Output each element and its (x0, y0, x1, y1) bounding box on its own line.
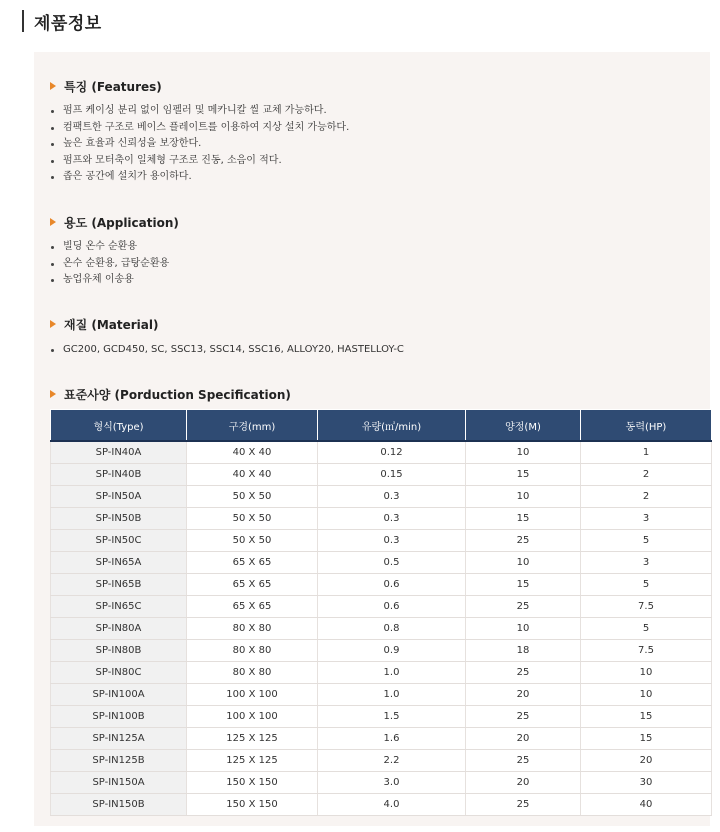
cell-power: 10 (581, 662, 712, 684)
cell-power: 3 (581, 552, 712, 574)
cell-power: 5 (581, 574, 712, 596)
cell-bore: 65 X 65 (187, 596, 318, 618)
orange-arrow-icon (50, 218, 56, 226)
features-section (50, 77, 349, 186)
cell-flow: 3.0 (318, 772, 466, 794)
application-title: 용도 (Application) (64, 215, 179, 230)
application-section (50, 213, 179, 289)
cell-head: 15 (466, 574, 581, 596)
cell-type: SP-IN125B (51, 750, 187, 772)
cell-bore: 65 X 65 (187, 574, 318, 596)
cell-type: SP-IN125A (51, 728, 187, 750)
table-row (51, 706, 712, 728)
features-item: 좁은 공간에 설치가 용이하다. (50, 169, 349, 186)
cell-bore: 100 X 100 (187, 706, 318, 728)
application-list (50, 239, 179, 289)
cell-flow: 2.2 (318, 750, 466, 772)
cell-power: 5 (581, 530, 712, 552)
cell-flow: 0.6 (318, 596, 466, 618)
cell-flow: 4.0 (318, 794, 466, 816)
cell-flow: 1.5 (318, 706, 466, 728)
table-row (51, 750, 712, 772)
cell-type: SP-IN50A (51, 486, 187, 508)
spec-header-row (51, 410, 712, 442)
cell-type: SP-IN100A (51, 684, 187, 706)
table-row (51, 772, 712, 794)
material-heading (50, 315, 404, 333)
cell-head: 25 (466, 750, 581, 772)
cell-power: 30 (581, 772, 712, 794)
cell-type: SP-IN50B (51, 508, 187, 530)
cell-flow: 0.9 (318, 640, 466, 662)
cell-type: SP-IN80B (51, 640, 187, 662)
table-row (51, 441, 712, 464)
cell-power: 7.5 (581, 596, 712, 618)
cell-type: SP-IN80A (51, 618, 187, 640)
orange-arrow-icon (50, 390, 56, 398)
page-header (22, 10, 102, 32)
spec-section (50, 385, 291, 403)
cell-type: SP-IN40B (51, 464, 187, 486)
cell-head: 20 (466, 684, 581, 706)
cell-flow: 0.12 (318, 441, 466, 464)
table-row (51, 486, 712, 508)
cell-bore: 50 X 50 (187, 486, 318, 508)
cell-flow: 1.6 (318, 728, 466, 750)
material-section (50, 315, 404, 359)
table-row (51, 640, 712, 662)
spec-heading (50, 385, 291, 403)
cell-power: 40 (581, 794, 712, 816)
cell-flow: 0.3 (318, 486, 466, 508)
table-row (51, 794, 712, 816)
cell-bore: 50 X 50 (187, 530, 318, 552)
application-heading (50, 213, 179, 231)
cell-power: 2 (581, 486, 712, 508)
cell-type: SP-IN150B (51, 794, 187, 816)
cell-head: 25 (466, 706, 581, 728)
cell-bore: 65 X 65 (187, 552, 318, 574)
cell-power: 3 (581, 508, 712, 530)
cell-flow: 0.3 (318, 530, 466, 552)
material-item: GC200, GCD450, SC, SSC13, SSC14, SSC16, ALLOY20, HASTELLOY-C (50, 342, 404, 359)
table-row (51, 574, 712, 596)
header-flow: 유량(㎥/min) (318, 410, 466, 442)
cell-head: 25 (466, 596, 581, 618)
spec-table-body (51, 441, 712, 816)
cell-head: 25 (466, 530, 581, 552)
header-type: 형식(Type) (51, 410, 187, 442)
header-power: 동력(HP) (581, 410, 712, 442)
header-bore: 구경(mm) (187, 410, 318, 442)
table-row (51, 662, 712, 684)
cell-flow: 1.0 (318, 662, 466, 684)
cell-flow: 0.15 (318, 464, 466, 486)
cell-bore: 40 X 40 (187, 464, 318, 486)
features-item: 높은 효율과 신뢰성을 보장한다. (50, 136, 349, 153)
cell-head: 10 (466, 552, 581, 574)
page-title: 제품정보 (34, 13, 102, 34)
features-list (50, 103, 349, 186)
cell-type: SP-IN100B (51, 706, 187, 728)
table-row (51, 618, 712, 640)
cell-bore: 80 X 80 (187, 640, 318, 662)
cell-power: 15 (581, 706, 712, 728)
cell-bore: 50 X 50 (187, 508, 318, 530)
cell-flow: 0.6 (318, 574, 466, 596)
title-divider (22, 10, 24, 32)
cell-type: SP-IN150A (51, 772, 187, 794)
application-item: 농업유체 이송용 (50, 272, 179, 289)
features-item: 컴팩트한 구조로 베이스 플레이트를 이용하여 지상 설치 가능하다. (50, 120, 349, 137)
cell-bore: 125 X 125 (187, 728, 318, 750)
cell-power: 2 (581, 464, 712, 486)
features-item: 펌프와 모터축이 일체형 구조로 진동, 소음이 적다. (50, 153, 349, 170)
cell-power: 7.5 (581, 640, 712, 662)
material-list (50, 342, 404, 359)
table-row (51, 530, 712, 552)
cell-bore: 40 X 40 (187, 441, 318, 464)
table-row (51, 596, 712, 618)
cell-bore: 80 X 80 (187, 618, 318, 640)
cell-bore: 150 X 150 (187, 772, 318, 794)
cell-type: SP-IN40A (51, 441, 187, 464)
material-title: 재질 (Material) (64, 317, 159, 332)
cell-power: 10 (581, 684, 712, 706)
cell-type: SP-IN65C (51, 596, 187, 618)
table-row (51, 552, 712, 574)
cell-bore: 125 X 125 (187, 750, 318, 772)
features-item: 펌프 케이싱 분리 없이 임펠러 및 메카니칼 씰 교체 가능하다. (50, 103, 349, 120)
cell-flow: 0.5 (318, 552, 466, 574)
cell-flow: 0.8 (318, 618, 466, 640)
cell-head: 10 (466, 441, 581, 464)
features-title: 특징 (Features) (64, 79, 162, 94)
cell-power: 5 (581, 618, 712, 640)
table-row (51, 508, 712, 530)
table-row (51, 728, 712, 750)
cell-bore: 100 X 100 (187, 684, 318, 706)
cell-head: 25 (466, 794, 581, 816)
cell-head: 20 (466, 772, 581, 794)
application-item: 온수 순환용, 급탕순환용 (50, 256, 179, 273)
cell-head: 10 (466, 486, 581, 508)
cell-power: 1 (581, 441, 712, 464)
orange-arrow-icon (50, 320, 56, 328)
cell-head: 25 (466, 662, 581, 684)
cell-head: 15 (466, 508, 581, 530)
cell-type: SP-IN50C (51, 530, 187, 552)
table-row (51, 464, 712, 486)
features-heading (50, 77, 349, 95)
product-info-panel (34, 52, 710, 826)
application-item: 빌딩 온수 순환용 (50, 239, 179, 256)
cell-flow: 1.0 (318, 684, 466, 706)
table-row (51, 684, 712, 706)
cell-flow: 0.3 (318, 508, 466, 530)
cell-type: SP-IN65B (51, 574, 187, 596)
cell-bore: 150 X 150 (187, 794, 318, 816)
header-head: 양정(M) (466, 410, 581, 442)
cell-power: 15 (581, 728, 712, 750)
cell-power: 20 (581, 750, 712, 772)
orange-arrow-icon (50, 82, 56, 90)
cell-head: 18 (466, 640, 581, 662)
spec-title: 표준사양 (Porduction Specification) (64, 387, 291, 402)
cell-bore: 80 X 80 (187, 662, 318, 684)
cell-head: 20 (466, 728, 581, 750)
spec-table (50, 409, 712, 816)
cell-head: 10 (466, 618, 581, 640)
cell-type: SP-IN80C (51, 662, 187, 684)
cell-type: SP-IN65A (51, 552, 187, 574)
cell-head: 15 (466, 464, 581, 486)
